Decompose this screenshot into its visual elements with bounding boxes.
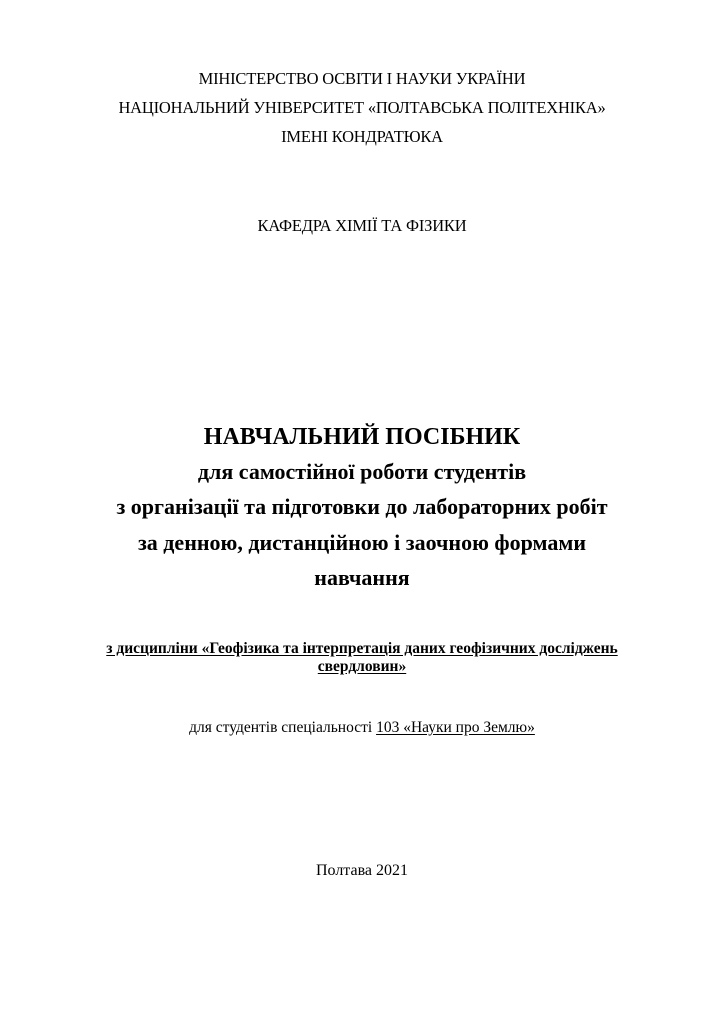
department-name: КАФЕДРА ХІМІЇ ТА ФІЗИКИ: [257, 216, 467, 235]
specialty-value: 103 «Науки про Землю»: [376, 719, 535, 736]
ministry-name: МІНІСТЕРСТВО ОСВІТИ І НАУКИ УКРАЇНИ: [198, 69, 526, 88]
specialty-line: [0, 720, 724, 736]
university-name: НАЦІОНАЛЬНИЙ УНІВЕРСИТЕТ «ПОЛТАВСЬКА ПОЛІТЕХНІКА»: [118, 98, 606, 117]
discipline-line-2: свердловин»: [317, 658, 407, 675]
specialty-prefix: для студентів спеціальності: [189, 719, 377, 736]
university-name-suffix: ІМЕНІ КОНДРАТЮКА: [281, 127, 443, 146]
document-title: НАВЧАЛЬНИЙ ПОСІБНИК: [203, 424, 521, 450]
subtitle-line-2: з організації та підготовки до лабораторних робіт: [116, 494, 608, 519]
subtitle-line-4: навчання: [314, 565, 410, 590]
subtitle-line-1: для самостійної роботи студентів: [197, 459, 527, 484]
city-year: Полтава 2021: [315, 862, 409, 879]
subtitle-line-3: за денною, дистанційною і заочною формами: [137, 530, 587, 555]
discipline-line-1: з дисципліни «Геофізика та інтерпретація даних геофізичних досліджень: [106, 640, 618, 657]
